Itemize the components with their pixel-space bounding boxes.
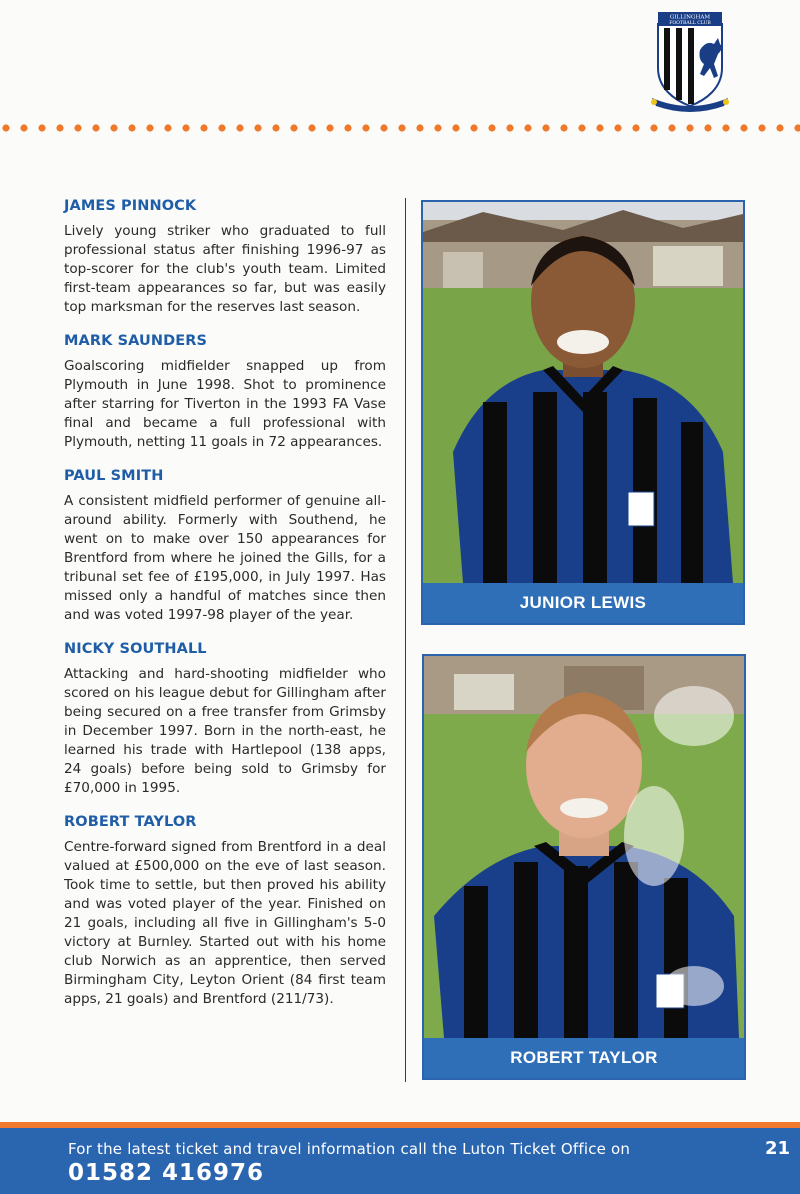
divider-dot	[704, 124, 711, 131]
divider-dot	[146, 124, 153, 131]
divider-dot	[614, 124, 621, 131]
divider-dot	[632, 124, 639, 131]
bio-heading: ROBERT TAYLOR	[64, 814, 197, 830]
photo-caption: ROBERT TAYLOR	[424, 1038, 744, 1078]
dotted-divider	[0, 122, 800, 134]
dotted-divider-graphic	[0, 122, 800, 134]
divider-dot	[290, 124, 297, 131]
club-crest	[648, 10, 732, 112]
bio-robert-taylor	[64, 814, 386, 1009]
bio-mark-saunders	[64, 333, 386, 452]
divider-dot	[758, 124, 765, 131]
divider-dot	[38, 124, 45, 131]
divider-dot	[110, 124, 117, 131]
crest-text-top: GILLINGHAM	[669, 14, 711, 21]
bio-heading: PAUL SMITH	[64, 468, 164, 484]
divider-dot	[56, 124, 63, 131]
divider-dot	[236, 124, 243, 131]
divider-dot	[2, 124, 9, 131]
page-number: 21	[764, 1138, 790, 1159]
bio-text: Lively young striker who graduated to full professional status after finishing 1996-97 as top-scorer for the club's youth team. Limited first-team appearances so far, but was easily top marksman for the reserves last season.	[64, 223, 386, 315]
divider-dot	[452, 124, 459, 131]
divider-dot	[596, 124, 603, 131]
photo-caption: JUNIOR LEWIS	[423, 583, 743, 623]
bio-heading: MARK SAUNDERS	[64, 333, 208, 349]
divider-dot	[722, 124, 729, 131]
divider-dot	[686, 124, 693, 131]
player-photo-robert-taylor	[422, 654, 746, 1080]
bio-text: Goalscoring midfielder snapped up from Plymouth in June 1998. Shot to prominence after starring for Tiverton in the 1993 FA Vase final and became a full professional with Plymouth, netting 11 goals in 72 appearances.	[64, 358, 386, 450]
divider-dot	[470, 124, 477, 131]
divider-dot	[740, 124, 747, 131]
divider-dot	[254, 124, 261, 131]
divider-dot	[668, 124, 675, 131]
divider-dot	[434, 124, 441, 131]
bio-nicky-southall	[64, 641, 386, 798]
divider-dot	[128, 124, 135, 131]
player-portrait	[423, 202, 743, 583]
divider-dot	[776, 124, 783, 131]
divider-dot	[560, 124, 567, 131]
bio-james-pinnock	[64, 198, 386, 317]
divider-dot	[74, 124, 81, 131]
divider-dot	[326, 124, 333, 131]
bio-heading: JAMES PINNOCK	[64, 198, 197, 214]
bio-text: Centre-forward signed from Brentford in a deal valued at £500,000 on the eve of last season. Took time to settle, but then proved his ability and was voted player of the year. Finished on 21 goals, including all five in Gillingham's 5-0 victory at Burnley. Started out with his home club Norwich as an apprentice, then served Birmingham City, Leyton Orient (84 first team apps, 21 goals) and Brentford (211/73).	[64, 839, 386, 1007]
divider-dot	[182, 124, 189, 131]
player-portrait	[424, 656, 744, 1038]
divider-dot	[344, 124, 351, 131]
ticket-info-text: For the latest ticket and travel information call the Luton Ticket Office on	[68, 1140, 631, 1158]
divider-dot	[416, 124, 423, 131]
divider-dot	[794, 124, 800, 131]
divider-dot	[524, 124, 531, 131]
bio-heading: NICKY SOUTHALL	[64, 641, 207, 657]
bio-text: A consistent midfield performer of genuine all-around ability. Formerly with Southend, he went on to make over 150 appearances for Brentford from where he joined the Gills, for a tribunal set fee of £195,000, in July 1997. Has missed only a handful of matches since then and was voted 1997-98 player of the year.	[64, 493, 386, 623]
divider-dot	[506, 124, 513, 131]
divider-dot	[380, 124, 387, 131]
ticket-office-phone: 01582 416976	[68, 1160, 265, 1186]
divider-dot	[398, 124, 405, 131]
divider-dot	[362, 124, 369, 131]
divider-dot	[272, 124, 279, 131]
player-bios	[64, 198, 386, 1025]
divider-dot	[200, 124, 207, 131]
divider-dot	[308, 124, 315, 131]
divider-dot	[92, 124, 99, 131]
column-divider	[405, 198, 406, 1082]
divider-dot	[650, 124, 657, 131]
divider-dot	[488, 124, 495, 131]
crest-text-bottom: FOOTBALL CLUB	[669, 21, 711, 26]
crest-icon	[648, 10, 732, 112]
divider-dot	[218, 124, 225, 131]
divider-dot	[164, 124, 171, 131]
footer-banner	[0, 1128, 800, 1194]
bio-text: Attacking and hard-shooting midfielder who scored on his league debut for Gillingham after being secured on a free transfer from Grimsby in December 1997. Born in the north-east, he learned his trade with Hartlepool (138 apps, 24 goals) before being sold to Grimsby for £70,000 in 1995.	[64, 666, 386, 796]
divider-dot	[20, 124, 27, 131]
player-photo-junior-lewis	[421, 200, 745, 625]
bio-paul-smith	[64, 468, 386, 625]
divider-dot	[542, 124, 549, 131]
divider-dot	[578, 124, 585, 131]
